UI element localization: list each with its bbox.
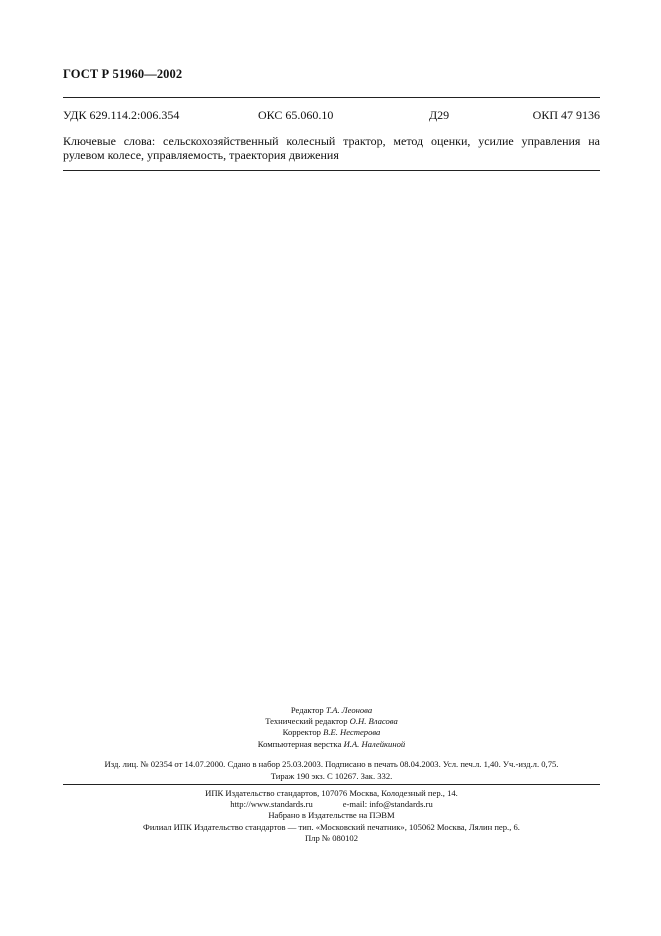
credit-name: О.Н. Власова xyxy=(349,716,398,727)
typeset-note: Набрано в Издательстве на ПЭВМ xyxy=(268,810,395,821)
publication-info xyxy=(63,759,600,782)
credit-line-proofreader xyxy=(63,727,600,738)
udk-code: УДК 629.114.2:006.354 xyxy=(63,108,180,122)
credit-name: Т.А. Леонова xyxy=(325,705,373,715)
keywords-divider xyxy=(63,170,600,171)
publication-line-1: Изд. лиц. № 02354 от 14.07.2000. Сдано в набор 25.03.2003. Подписано в печать 08.04.2003. Усл. печ.л. 1,40. Уч.-изд.л. 0,75. xyxy=(104,759,559,769)
publisher-address: ИПК Издательство стандартов, 107076 Москва, Колодезный пер., 14. xyxy=(205,788,458,798)
credits-block xyxy=(63,705,600,750)
okp-code: ОКП 47 9136 xyxy=(532,108,600,122)
publisher-contacts xyxy=(63,799,600,810)
credit-role: Компьютерная верстка xyxy=(257,738,342,749)
credit-name: В.Е. Нестерова xyxy=(323,727,381,738)
oks-code: ОКС 65.060.10 xyxy=(258,108,334,122)
imprint-divider xyxy=(63,784,600,785)
credit-line-editor xyxy=(63,705,600,716)
credit-line-layout xyxy=(63,739,600,750)
publisher-block xyxy=(63,788,600,844)
publisher-email: e-mail: info@standards.ru xyxy=(342,799,433,810)
credit-role: Технический редактор xyxy=(265,716,348,727)
plr-number: Плр № 080102 xyxy=(304,832,359,843)
classification-row xyxy=(63,108,600,124)
publisher-website: http://www.standards.ru xyxy=(230,799,313,810)
group-code: Д29 xyxy=(429,108,450,122)
printing-branch: Филиал ИПК Издательство стандартов — тип. «Московский печатник», 105062 Москва, Лялин пер., 6. xyxy=(143,821,520,832)
top-divider xyxy=(63,97,600,98)
credit-role: Корректор xyxy=(282,727,321,738)
credit-name: И.А. Налейкиной xyxy=(343,738,406,749)
document-code: ГОСТ Р 51960—2002 xyxy=(63,67,183,81)
keywords-paragraph: Ключевые слова: сельскохозяйственный колесный трактор, метод оценки, усилие управления на рулевом колесе, управляемость, траектория движения xyxy=(63,134,600,162)
credit-line-tech-editor xyxy=(63,716,600,727)
publication-line-2: Тираж 190 экз. С 10267. Зак. 332. xyxy=(270,770,393,781)
credit-role: Редактор xyxy=(290,705,324,715)
